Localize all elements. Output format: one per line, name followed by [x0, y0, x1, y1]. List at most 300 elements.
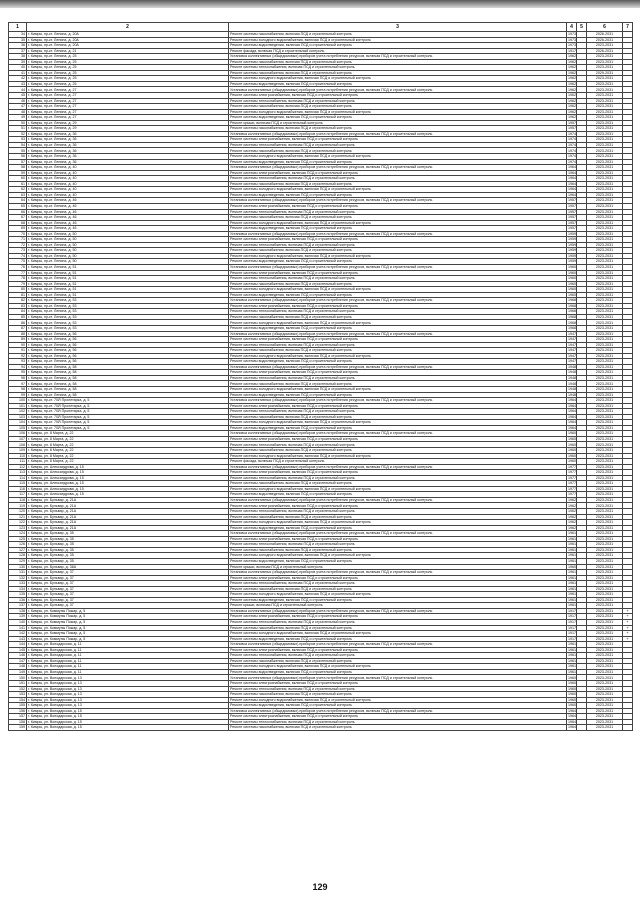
address-cell: г. Кимры, пр-кт. Ленина, д. 50	[27, 231, 229, 237]
row-number: 129	[9, 558, 27, 564]
row-number: 95	[9, 370, 27, 376]
period-cell: 2023-2031	[587, 697, 623, 703]
work-type-cell: Ремонт системы холодного водоснабжения, включая ПСД и строительный контроль	[229, 664, 567, 670]
period-cell: 2023-2031	[587, 364, 623, 370]
year-cell: 1974	[568, 131, 576, 136]
period-cell: 2023-2031	[587, 215, 623, 221]
row-number: 143	[9, 636, 27, 642]
row-number: 154	[9, 697, 27, 703]
work-type-cell: Ремонт системы водоотведения, включая ПСД и строительный контроль	[229, 492, 567, 498]
year-cell: 1977	[568, 486, 576, 491]
row-number: 96	[9, 375, 27, 381]
year-cell: 1961	[568, 575, 576, 580]
row-number: 78	[9, 276, 27, 282]
period-cell: 2023-2031	[587, 381, 623, 387]
work-type-cell: Ремонт системы теплоснабжения, включая ПСД и строительный контроль	[229, 686, 567, 692]
year-cell: 1961	[568, 547, 576, 552]
row-number: 65	[9, 203, 27, 209]
row-number: 136	[9, 597, 27, 603]
year-cell: 1917	[568, 631, 576, 636]
row-number: 116	[9, 486, 27, 492]
row-number: 74	[9, 253, 27, 259]
period-cell: 2023-2031	[587, 398, 623, 404]
row-number: 83	[9, 303, 27, 309]
row-number: 86	[9, 320, 27, 326]
work-type-cell: Ремонт системы электроснабжения, включая ПСД и строительный контроль	[229, 470, 567, 476]
work-type-cell: Ремонт системы теплоснабжения, включая ПСД и строительный контроль	[229, 65, 567, 71]
row-number: 54	[9, 142, 27, 148]
work-type-cell: Установка коллективных (общедомовых) приборов учета потребления ресурсов, включая ПСД и строительный контроль	[229, 675, 567, 681]
repair-schedule-table	[8, 22, 633, 731]
period-cell: 2023-2031	[587, 242, 623, 248]
row-number: 90	[9, 342, 27, 348]
address-cell: г. Кимры, пр-кт. Ленина, д. 27	[27, 98, 229, 104]
row-number: 153	[9, 692, 27, 698]
row-number: 42	[9, 76, 27, 82]
address-cell: г. Кимры, пр-кт. Ленина, д. 56	[27, 348, 229, 354]
row-number: 84	[9, 309, 27, 315]
address-cell: г. Кимры, ул. Володарская, д. 11	[27, 642, 229, 648]
year-cell: 1948	[568, 375, 576, 380]
period-cell: 2023-2031	[587, 414, 623, 420]
row-number: 139	[9, 614, 27, 620]
address-cell: г. Кимры, пр-кт. Ленина, д. 20А	[27, 32, 229, 38]
work-type-cell: Ремонт системы теплоснабжения, включая ПСД и строительный контроль	[229, 653, 567, 659]
address-cell: г. Кимры, пр-кт. Ленина, д. 51	[27, 270, 229, 276]
work-type-cell: Ремонт системы водоотведения, включая ПСД и строительный контроль	[229, 703, 567, 709]
address-cell: г. Кимры, ул. 8 Марта, д. 22	[27, 453, 229, 459]
row-number: 106	[9, 431, 27, 437]
address-cell: г. Кимры, пр-кт. Ленина, д. 53	[27, 325, 229, 331]
address-cell: г. Кимры, ул. Бульвар, д. 37	[27, 570, 229, 576]
period-cell: 2023-2031	[587, 115, 623, 121]
row-number: 102	[9, 409, 27, 415]
row-number: 114	[9, 475, 27, 481]
period-cell: 2023-2031	[587, 192, 623, 198]
row-number: 49	[9, 115, 27, 121]
year-cell: 1973	[568, 32, 576, 37]
period-cell: 2023-2031	[587, 303, 623, 309]
mark-cell: +	[623, 625, 633, 631]
work-type-cell: Ремонт крыши, включая ПСД и строительный контроль	[229, 603, 567, 609]
row-number: 157	[9, 714, 27, 720]
address-cell: г. Кимры, ул. Володарская, д. 13	[27, 680, 229, 686]
period-cell: 2023-2031	[587, 448, 623, 454]
period-cell: 2023-2031	[587, 675, 623, 681]
year-cell: 1947	[568, 348, 576, 353]
period-cell: 2023-2031	[587, 459, 623, 465]
year-cell: 1960	[568, 675, 576, 680]
address-cell: г. Кимры, ул. Коммуны Пожар, д. 5	[27, 636, 229, 642]
row-number: 103	[9, 414, 27, 420]
work-type-cell: Ремонт системы электроснабжения, включая ПСД и строительный контроль	[229, 203, 567, 209]
work-type-cell: Ремонт фасада, включая ПСД и строительный контроль	[229, 459, 567, 465]
row-number: 108	[9, 442, 27, 448]
address-cell: г. Кимры, ул. 8 Марта, д. 22	[27, 459, 229, 465]
header-cell-7: 7	[623, 23, 633, 32]
period-cell: 2023-2031	[587, 59, 623, 65]
address-cell: г. Кимры, пр-кт. Ленина, д. 53	[27, 303, 229, 309]
work-type-cell: Установка коллективных (общедомовых) приборов учета потребления ресурсов, включая ПСД и строительный контроль	[229, 331, 567, 337]
work-type-cell: Ремонт системы теплоснабжения, включая ПСД и строительный контроль	[229, 475, 567, 481]
address-cell: г. Кимры, пр-кт. Ленина, д. 40	[27, 187, 229, 193]
period-cell: 2023-2031	[587, 54, 623, 60]
period-cell: 2023-2031	[587, 298, 623, 304]
work-type-cell: Ремонт фасада, включая ПСД и строительный контроль	[229, 48, 567, 54]
address-cell: г. Кимры, пр-кт. Ленина, д. 58	[27, 364, 229, 370]
period-cell: 2023-2031	[587, 603, 623, 609]
row-number: 70	[9, 231, 27, 237]
header-cell-1: 1	[9, 23, 27, 32]
work-type-cell: Ремонт системы водоотведения, включая ПСД и строительный контроль	[229, 558, 567, 564]
year-cell: 1957	[568, 120, 576, 125]
year-cell: 1947	[568, 342, 576, 347]
address-cell: г. Кимры, пр-кт. Ленина, д. 53	[27, 314, 229, 320]
period-cell: 2023-2031	[587, 564, 623, 570]
row-number: 69	[9, 226, 27, 232]
address-cell: г. Кимры, ул. Бульвар, д. 35	[27, 542, 229, 548]
row-number: 92	[9, 353, 27, 359]
period-cell: 2023-2031	[587, 142, 623, 148]
year-cell: 1977	[568, 464, 576, 469]
year-cell: 1948	[568, 364, 576, 369]
row-number: 152	[9, 686, 27, 692]
work-type-cell: Ремонт системы электроснабжения, включая ПСД и строительный контроль	[229, 575, 567, 581]
row-number: 135	[9, 592, 27, 598]
year-cell: 1964	[568, 708, 576, 713]
address-cell: г. Кимры, пр-кт. Ленина, д. 40	[27, 170, 229, 176]
address-cell: г. Кимры, пр-кт. Ленина, д. 51	[27, 281, 229, 287]
work-type-cell: Ремонт системы холодного водоснабжения, включая ПСД и строительный контроль	[229, 697, 567, 703]
year-cell: 1974	[568, 154, 576, 159]
work-type-cell: Ремонт системы водоотведения, включая ПСД и строительный контроль	[229, 325, 567, 331]
work-type-cell: Установка коллективных (общедомовых) приборов учета потребления ресурсов, включая ПСД и строительный контроль	[229, 87, 567, 93]
work-type-cell: Ремонт системы холодного водоснабжения, включая ПСД и строительный контроль	[229, 387, 567, 393]
row-number: 101	[9, 403, 27, 409]
year-cell: 1962	[568, 70, 576, 75]
year-cell: 1962	[568, 59, 576, 64]
year-cell: 1960	[568, 436, 576, 441]
work-type-cell: Ремонт системы электроснабжения, включая ПСД и строительный контроль	[229, 237, 567, 243]
address-cell: г. Кимры, пр-кт. 70Й Пролетарка, д. 5	[27, 398, 229, 404]
address-cell: г. Кимры, пр-кт. Ленина, д. 40	[27, 165, 229, 171]
row-number: 127	[9, 547, 27, 553]
period-cell: 2023-2031	[587, 264, 623, 270]
year-cell: 1964	[568, 398, 576, 403]
period-cell: 2023-2031	[587, 181, 623, 187]
year-cell: 1962	[568, 115, 576, 120]
address-cell: г. Кимры, пр-кт. Ленина, д. 50	[27, 253, 229, 259]
address-cell: г. Кимры, пр-кт. Ленина, д. 25	[27, 54, 229, 60]
row-number: 130	[9, 564, 27, 570]
work-type-cell: Ремонт системы холодного водоснабжения, включая ПСД и строительный контроль	[229, 486, 567, 492]
work-type-cell: Ремонт системы теплоснабжения, включая ПСД и строительный контроль	[229, 409, 567, 415]
work-type-cell: Установка коллективных (общедомовых) приборов учета потребления ресурсов, включая ПСД и строительный контроль	[229, 131, 567, 137]
work-type-cell: Ремонт системы водоотведения, включая ПСД и строительный контроль	[229, 636, 567, 642]
period-cell: 2023-2031	[587, 575, 623, 581]
row-number: 151	[9, 680, 27, 686]
year-cell: 1957	[568, 220, 576, 225]
address-cell: г. Кимры, ул. Бульвар, д. 21А	[27, 525, 229, 531]
work-type-cell: Ремонт системы электроснабжения, включая ПСД и строительный контроль	[229, 647, 567, 653]
address-cell: г. Кимры, ул. Володарская, д. 13	[27, 697, 229, 703]
period-cell: 2023-2031	[587, 98, 623, 104]
year-cell: 1962	[568, 520, 576, 525]
address-cell: г. Кимры, пр-кт. Ленина, д. 53	[27, 298, 229, 304]
work-type-cell: Ремонт системы холодного водоснабжения, включая ПСД и строительный контроль	[229, 287, 567, 293]
period-cell: 2023-2031	[587, 209, 623, 215]
schedule-sheet	[8, 22, 632, 731]
year-cell: 1964	[568, 192, 576, 197]
period-cell: 2023-2031	[587, 248, 623, 254]
work-type-cell: Ремонт системы теплоснабжения, включая ПСД и строительный контроль	[229, 176, 567, 182]
work-type-cell: Ремонт системы электроснабжения, включая ПСД и строительный контроль	[229, 436, 567, 442]
address-cell: г. Кимры, пр-кт. Ленина, д. 27	[27, 115, 229, 121]
row-number: 61	[9, 181, 27, 187]
address-cell: г. Кимры, ул. Володарская, д. 13	[27, 686, 229, 692]
period-cell: 2023-2031	[587, 93, 623, 99]
work-type-cell: Ремонт системы газоснабжения, включая ПСД и строительный контроль	[229, 381, 567, 387]
period-cell: 2023-2031	[587, 65, 623, 71]
row-number: 156	[9, 708, 27, 714]
empty-cell	[577, 725, 587, 731]
work-type-cell: Ремонт системы газоснабжения, включая ПСД и строительный контроль	[229, 725, 567, 731]
period-cell: 2023-2031	[587, 270, 623, 276]
work-type-cell: Ремонт системы холодного водоснабжения, включая ПСД и строительный контроль	[229, 76, 567, 82]
year-cell: 1968	[568, 326, 576, 331]
year-cell: 1977	[568, 470, 576, 475]
row-number: 144	[9, 642, 27, 648]
row-number: 150	[9, 675, 27, 681]
mark-cell: +	[623, 636, 633, 642]
address-cell: г. Кимры, пр-кт. Ленина, д. 46	[27, 209, 229, 215]
address-cell: г. Кимры, пр-кт. 70Й Пролетарка, д. 5	[27, 403, 229, 409]
row-number: 111	[9, 459, 27, 465]
work-type-cell: Ремонт системы теплоснабжения, включая ПСД и строительный контроль	[229, 98, 567, 104]
work-type-cell: Ремонт системы водоотведения, включая ПСД и строительный контроль	[229, 115, 567, 121]
row-number: 105	[9, 425, 27, 431]
address-cell: г. Кимры, ул. Бульвар, д. 37	[27, 586, 229, 592]
address-cell: г. Кимры, пр-кт. Ленина, д. 53	[27, 309, 229, 315]
address-cell: г. Кимры, пр-кт. Ленина, д. 51	[27, 264, 229, 270]
year-cell: 1964	[568, 176, 576, 181]
work-type-cell: Установка коллективных (общедомовых) приборов учета потребления ресурсов, включая ПСД и строительный контроль	[229, 497, 567, 503]
year-cell: 1960	[568, 692, 576, 697]
period-cell: 2023-2031	[587, 653, 623, 659]
row-number: 158	[9, 719, 27, 725]
period-cell: 2023-2031	[587, 292, 623, 298]
year-cell: 1917	[568, 608, 576, 613]
year-cell: 1960	[568, 287, 576, 292]
period-cell: 2023-2031	[587, 348, 623, 354]
work-type-cell: Ремонт крыши, включая ПСД и строительный контроль	[229, 564, 567, 570]
work-type-cell: Ремонт системы газоснабжения, включая ПСД и строительный контроль	[229, 414, 567, 420]
address-cell: г. Кимры, ул. Бульвар, д. 37	[27, 575, 229, 581]
address-cell: г. Кимры, пр-кт. Ленина, д. 51	[27, 287, 229, 293]
row-number: 48	[9, 109, 27, 115]
row-number: 53	[9, 137, 27, 143]
period-cell: 2023-2031	[587, 553, 623, 559]
work-type-cell: Ремонт системы газоснабжения, включая ПСД и строительный контроль	[229, 692, 567, 698]
address-cell: г. Кимры, ул. Володарская, д. 15	[27, 725, 229, 731]
year-cell: 1961	[568, 669, 576, 674]
period-cell: 2023-2031	[587, 104, 623, 110]
year-cell: 1917	[568, 614, 576, 619]
address-cell: г. Кимры, пр-кт. Ленина, д. 36	[27, 131, 229, 137]
work-type-cell: Ремонт системы электроснабжения, включая ПСД и строительный контроль	[229, 93, 567, 99]
period-cell: 2023-2031	[587, 370, 623, 376]
address-cell: г. Кимры, ул. Володарская, д. 15	[27, 708, 229, 714]
address-cell: г. Кимры, ул. Бульвар, д. 37	[27, 597, 229, 603]
address-cell: г. Кимры, пр-кт. Ленина, д. 36	[27, 148, 229, 154]
period-cell: 2023-2031	[587, 154, 623, 160]
address-cell: г. Кимры, ул. Бульвар, д. 37	[27, 581, 229, 587]
work-type-cell: Установка коллективных (общедомовых) приборов учета потребления ресурсов, включая ПСД и строительный контроль	[229, 570, 567, 576]
row-number: 159	[9, 725, 27, 731]
year-cell: 1917	[568, 48, 576, 53]
address-cell: г. Кимры, ул. Александрова, д. 15	[27, 492, 229, 498]
year-cell: 1961	[568, 570, 576, 575]
year-cell: 1959	[568, 253, 576, 258]
row-number: 109	[9, 448, 27, 454]
header-cell-4: 4	[567, 23, 577, 32]
year-cell: 1948	[568, 392, 576, 397]
year-cell: 1957	[568, 215, 576, 220]
year-cell: 1977	[568, 475, 576, 480]
work-type-cell: Ремонт системы газоснабжения, включая ПСД и строительный контроль	[229, 148, 567, 154]
period-cell: 2023-2031	[587, 669, 623, 675]
work-type-cell: Ремонт системы электроснабжения, включая ПСД и строительный контроль	[229, 614, 567, 620]
period-cell: 2023-2031	[587, 375, 623, 381]
period-cell: 2023-2031	[587, 120, 623, 126]
address-cell: г. Кимры, пр-кт. Ленина, д. 53	[27, 320, 229, 326]
work-type-cell: Ремонт системы водоотведения, включая ПСД и строительный контроль	[229, 81, 567, 87]
row-number: 60	[9, 176, 27, 182]
period-cell: 2023-2031	[587, 220, 623, 226]
period-cell: 2023-2031	[587, 203, 623, 209]
work-type-cell: Ремонт системы холодного водоснабжения, включая ПСД и строительный контроль	[229, 253, 567, 259]
address-cell: г. Кимры, пр-кт. Ленина, д. 25	[27, 59, 229, 65]
row-number: 120	[9, 509, 27, 515]
period-cell: 2023-2031	[587, 87, 623, 93]
year-cell: 1968	[568, 298, 576, 303]
period-cell: 2023-2031	[587, 503, 623, 509]
row-number: 63	[9, 192, 27, 198]
period-cell: 2023-2031	[587, 614, 623, 620]
period-cell: 2023-2031	[587, 231, 623, 237]
address-cell: г. Кимры, пр-кт. Ленина, д. 36	[27, 159, 229, 165]
work-type-cell: Ремонт системы водоотведения, включая ПСД и строительный контроль	[229, 226, 567, 232]
address-cell: г. Кимры, ул. Коммуны Пожар, д. 5	[27, 619, 229, 625]
period-cell: 2023-2031	[587, 714, 623, 720]
address-cell: г. Кимры, пр-кт. Ленина, д. 36	[27, 142, 229, 148]
year-cell: 1947	[568, 337, 576, 342]
period-cell: 2023-2031	[587, 520, 623, 526]
address-cell: г. Кимры, пр-кт. Ленина, д. 25	[27, 70, 229, 76]
period-cell: 2023-2031	[587, 647, 623, 653]
work-type-cell: Установка коллективных (общедомовых) приборов учета потребления ресурсов, включая ПСД и строительный контроль	[229, 198, 567, 204]
row-number: 40	[9, 65, 27, 71]
address-cell: г. Кимры, пр-кт. Ленина, д. 46	[27, 215, 229, 221]
work-type-cell: Установка коллективных (общедомовых) приборов учета потребления ресурсов, включая ПСД и строительный контроль	[229, 708, 567, 714]
year-cell: 1961	[568, 603, 576, 608]
work-type-cell: Ремонт системы холодного водоснабжения, включая ПСД и строительный контроль	[229, 553, 567, 559]
work-type-cell: Установка коллективных (общедомовых) приборов учета потребления ресурсов, включая ПСД и строительный контроль	[229, 642, 567, 648]
address-cell: г. Кимры, пр-кт. Ленина, д. 58	[27, 392, 229, 398]
year-cell: 1964	[568, 420, 576, 425]
year-cell: 1962	[568, 509, 576, 514]
year-cell: 1960	[568, 681, 576, 686]
period-cell: 2023-2031	[587, 109, 623, 115]
year-cell: 1964	[568, 165, 576, 170]
work-type-cell: Ремонт системы водоотведения, включая ПСД и строительный контроль	[229, 359, 567, 365]
address-cell: г. Кимры, пр-кт. Ленина, д. 46	[27, 220, 229, 226]
year-cell: 1962	[568, 65, 576, 70]
mark-cell: +	[623, 631, 633, 637]
row-number: 77	[9, 270, 27, 276]
row-number: 117	[9, 492, 27, 498]
work-type-cell: Установка коллективных (общедомовых) приборов учета потребления ресурсов, включая ПСД и строительный контроль	[229, 264, 567, 270]
period-cell: 2023-2031	[587, 43, 623, 49]
row-number: 125	[9, 536, 27, 542]
row-number: 58	[9, 165, 27, 171]
work-type-cell: Ремонт системы теплоснабжения, включая ПСД и строительный контроль	[229, 309, 567, 315]
year-cell: 1957	[568, 226, 576, 231]
address-cell: г. Кимры, пр-кт. Ленина, д. 58	[27, 381, 229, 387]
row-number: 46	[9, 98, 27, 104]
address-cell: г. Кимры, пр-кт. 70Й Пролетарка, д. 5	[27, 425, 229, 431]
address-cell: г. Кимры, ул. Коммуны Пожар, д. 5	[27, 631, 229, 637]
address-cell: г. Кимры, ул. Коммуны Пожар, д. 5	[27, 625, 229, 631]
work-type-cell: Ремонт системы газоснабжения, включая ПСД и строительный контроль	[229, 281, 567, 287]
address-cell: г. Кимры, пр-кт. Ленина, д. 29	[27, 126, 229, 132]
work-type-cell: Установка коллективных (общедомовых) приборов учета потребления ресурсов, включая ПСД и строительный контроль	[229, 165, 567, 171]
row-number: 41	[9, 70, 27, 76]
row-number: 67	[9, 215, 27, 221]
year-cell: 1964	[568, 414, 576, 419]
year-cell: 1959	[568, 248, 576, 253]
work-type-cell: Ремонт системы электроснабжения, включая ПСД и строительный контроль	[229, 403, 567, 409]
row-number: 82	[9, 298, 27, 304]
address-cell: г. Кимры, ул. Коммуны Пожар, д. 5	[27, 608, 229, 614]
page-number: 129	[312, 882, 328, 892]
address-cell: г. Кимры, ул. Володарская, д. 13	[27, 692, 229, 698]
row-number: 119	[9, 503, 27, 509]
work-type-cell: Ремонт системы газоснабжения, включая ПСД и строительный контроль	[229, 104, 567, 110]
period-cell: 2023-2031	[587, 486, 623, 492]
row-number: 113	[9, 470, 27, 476]
row-number: 118	[9, 497, 27, 503]
row-number: 107	[9, 436, 27, 442]
work-type-cell: Ремонт системы газоснабжения, включая ПСД и строительный контроль	[229, 514, 567, 520]
address-cell: г. Кимры, ул. Володарская, д. 13	[27, 703, 229, 709]
period-cell: 2023-2031	[587, 76, 623, 82]
year-cell: 1964	[568, 714, 576, 719]
work-type-cell: Ремонт системы теплоснабжения, включая ПСД и строительный контроль	[229, 442, 567, 448]
row-number: 56	[9, 154, 27, 160]
mark-cell: +	[623, 614, 633, 620]
year-cell: 1962	[568, 54, 576, 59]
period-cell: 2023-2031	[587, 325, 623, 331]
year-cell: 1964	[568, 719, 576, 724]
period-cell: 2023-2031	[587, 442, 623, 448]
address-cell: г. Кимры, пр-кт. Ленина, д. 58	[27, 387, 229, 393]
year-cell: 1959	[568, 242, 576, 247]
year-cell: 1961	[568, 536, 576, 541]
year-cell: 1948	[568, 381, 576, 386]
address-cell: г. Кимры, пр-кт. Ленина, д. 46	[27, 198, 229, 204]
year-cell: 1947	[568, 353, 576, 358]
